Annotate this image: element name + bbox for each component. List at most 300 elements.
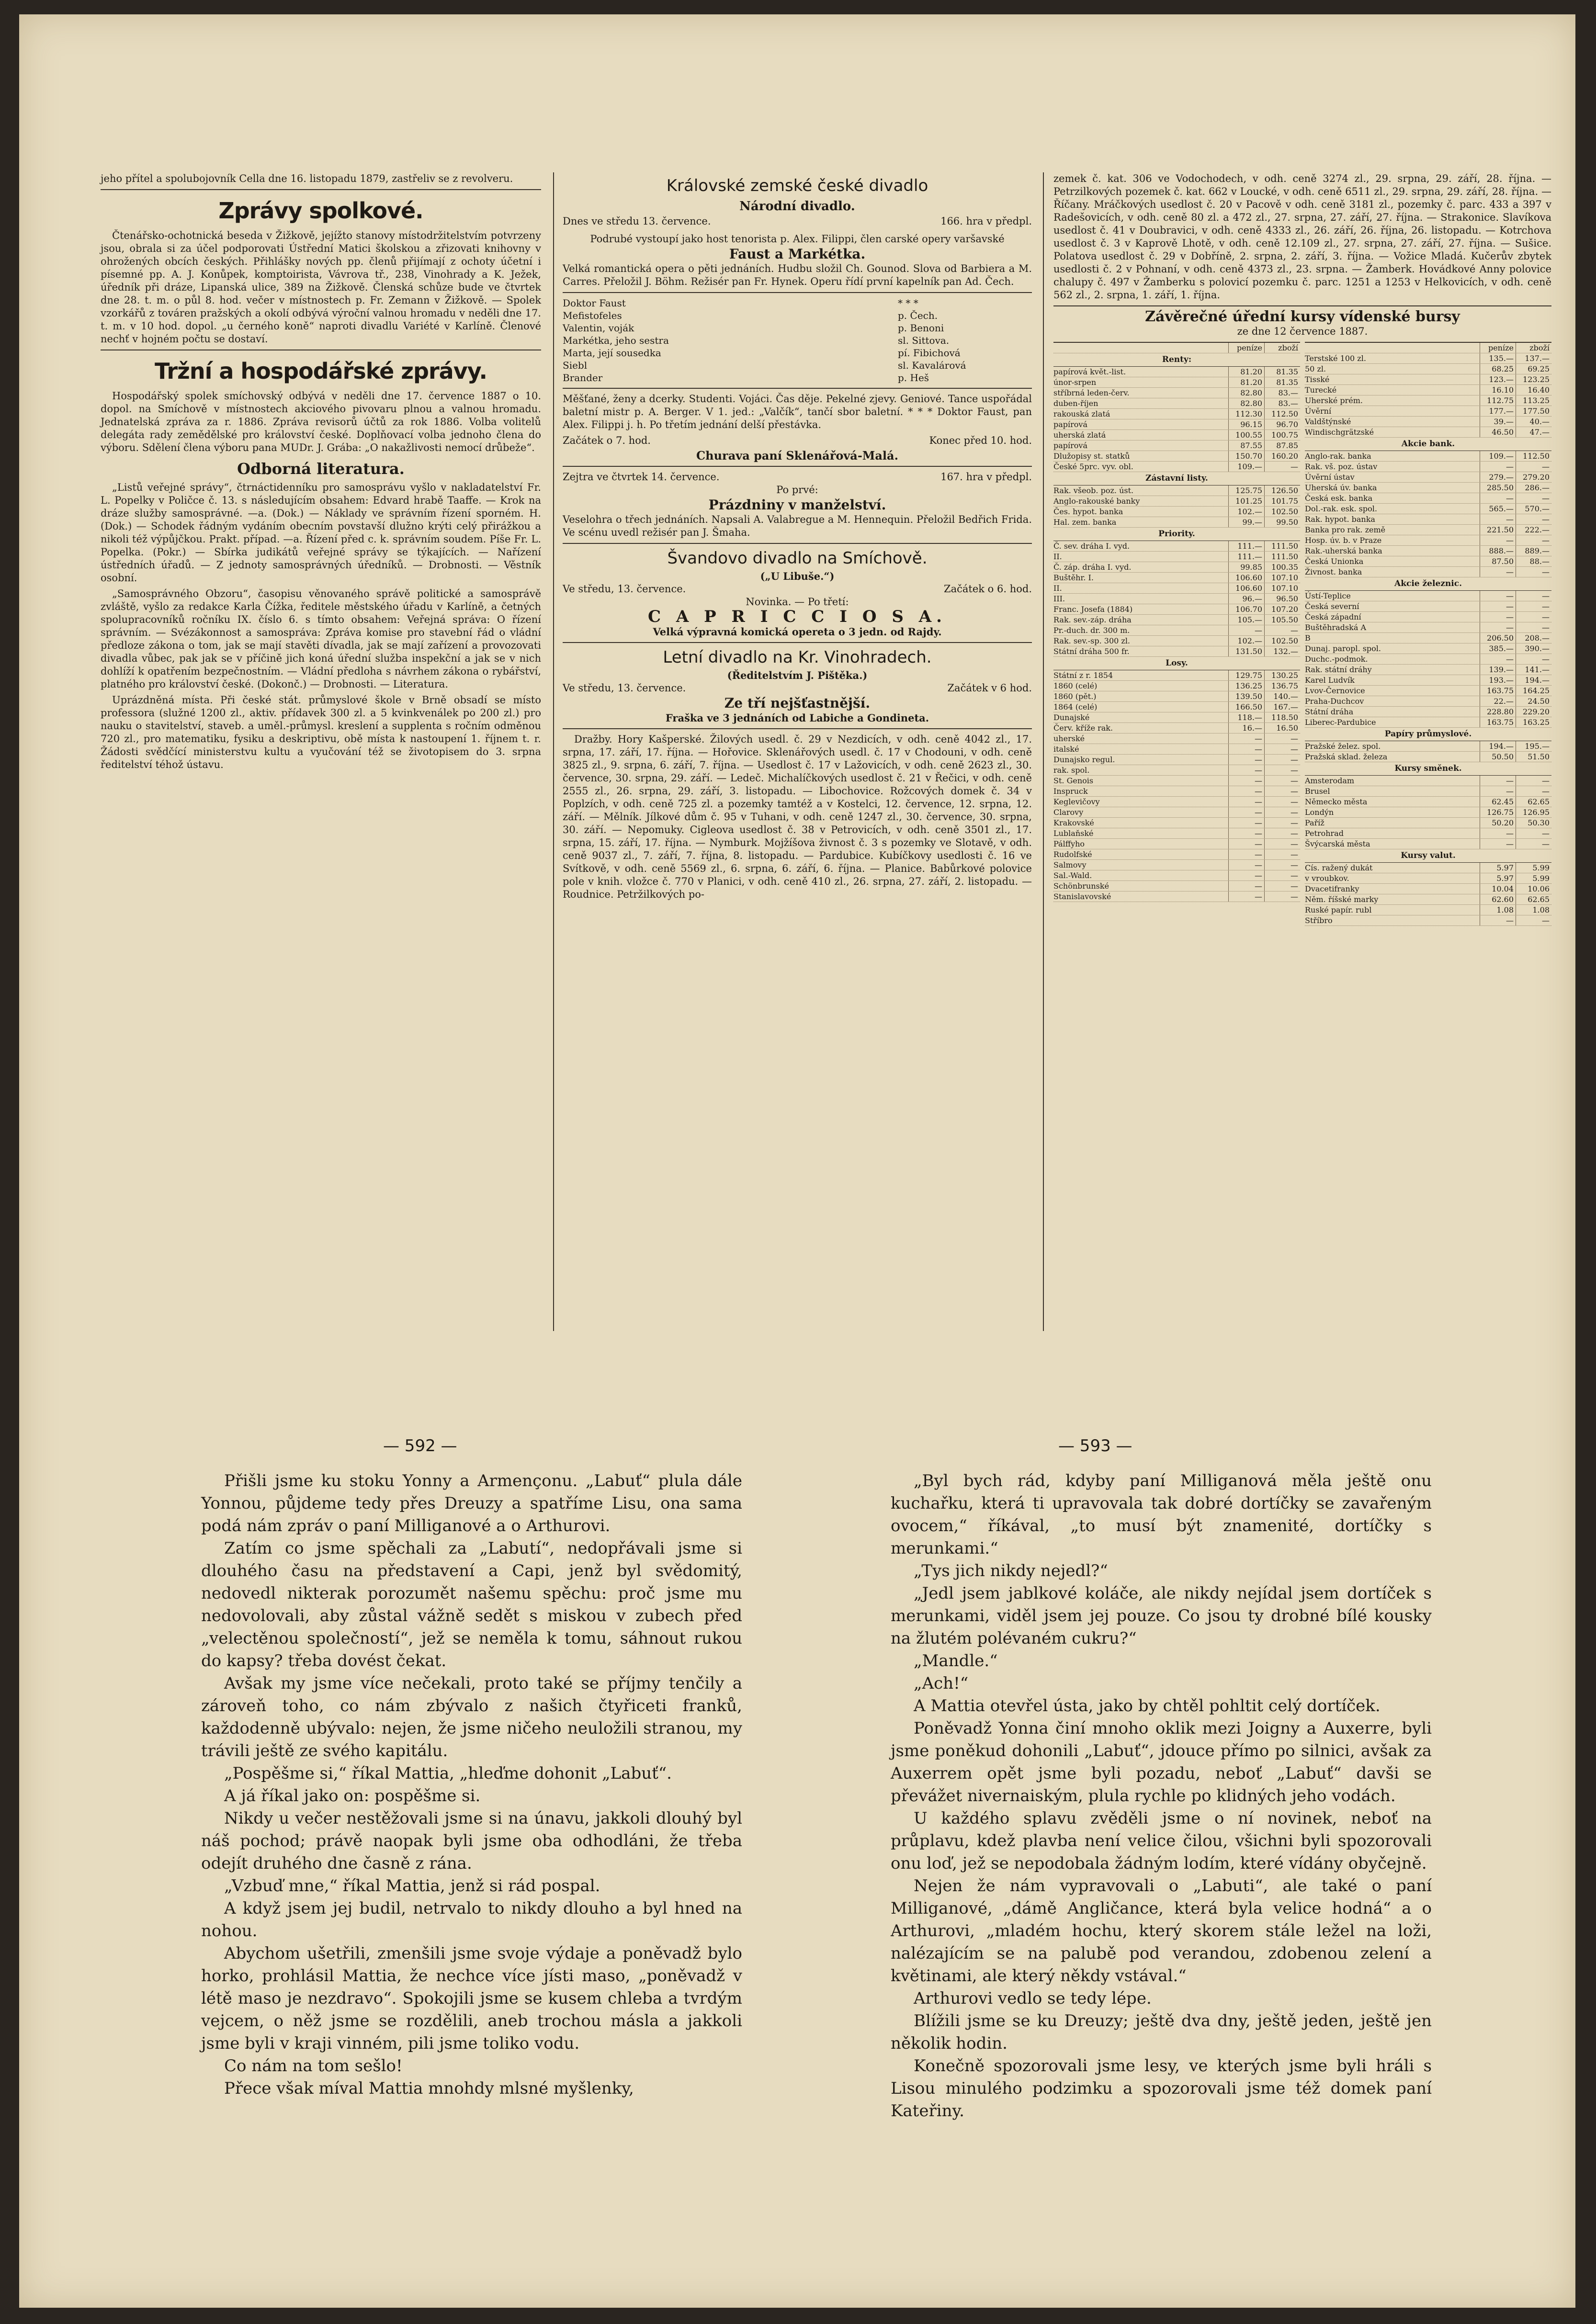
security-name: papírová xyxy=(1053,441,1087,450)
bourse-row xyxy=(1053,625,1300,636)
security-name: Terstské 100 zl. xyxy=(1305,354,1366,363)
price-goods: 167.— xyxy=(1264,702,1300,712)
actor: sl. Kavalárová xyxy=(898,360,966,371)
bourse-row xyxy=(1305,374,1551,385)
price-money: 81.20 xyxy=(1228,377,1264,387)
price-goods: — xyxy=(1264,765,1300,775)
bourse-row xyxy=(1305,873,1551,884)
security-name: 1860 (pět.) xyxy=(1053,692,1097,701)
security-name: Česká severní xyxy=(1305,602,1359,611)
novel-right-page xyxy=(891,1470,1432,2122)
price-money: 81.20 xyxy=(1228,367,1264,377)
price-money: — xyxy=(1228,849,1264,859)
paragraph: „Byl bych rád, kdyby paní Milliganová měla ještě onu kuchařku, která ti upravovala tak dobré dortíčky se zavařeným ovocem,“ říkával, „to musí být znamenité, dortíčky s merunkami.“ xyxy=(891,1471,1432,1558)
price-goods: 96.50 xyxy=(1264,594,1300,604)
security-name: Něm. říšské marky xyxy=(1305,895,1379,904)
bourse-row xyxy=(1305,696,1551,707)
price-money: 87.50 xyxy=(1480,556,1516,566)
col-header: peníze xyxy=(1480,343,1516,353)
bourse-row xyxy=(1053,541,1300,552)
bourse-row xyxy=(1305,786,1551,797)
paragraph: „Tys jich nikdy nejedl?“ xyxy=(914,1561,1108,1580)
po-prve: Po prvé: xyxy=(776,484,818,496)
price-goods: 195.— xyxy=(1516,741,1551,751)
price-goods: 24.50 xyxy=(1516,696,1551,706)
security-name: Ústí-Teplice xyxy=(1305,591,1351,600)
security-name: Pražská sklad. železa xyxy=(1305,752,1388,761)
paragraph: Arthurovi vedlo se tedy lépe. xyxy=(914,1989,1152,2008)
bourse-row xyxy=(1305,828,1551,839)
play3-desc: Velká výpravná komická opereta o 3 jedn. od Rajdy. xyxy=(653,626,942,638)
letni-line xyxy=(563,682,1032,695)
price-money: 16.10 xyxy=(1480,385,1516,395)
security-name: Uherská úv. banka xyxy=(1305,483,1377,492)
bourse-row xyxy=(1053,409,1300,419)
security-name: Buštěhr. I. xyxy=(1053,573,1094,582)
price-money: — xyxy=(1228,828,1264,838)
bourse-row xyxy=(1305,472,1551,483)
svandovo-sub: („U Libuše.“) xyxy=(760,570,835,582)
bourse-table xyxy=(1053,342,1551,926)
price-money: 136.25 xyxy=(1228,681,1264,691)
security-name: B xyxy=(1305,633,1311,643)
price-money: 101.25 xyxy=(1228,496,1264,506)
column-rule xyxy=(1043,172,1044,1331)
price-money: 106.70 xyxy=(1228,604,1264,614)
bourse-row xyxy=(1305,546,1551,556)
bourse-right xyxy=(1305,342,1551,926)
bourse-section-heading: Akcie bank. xyxy=(1305,438,1551,451)
price-goods: 88.— xyxy=(1516,556,1551,566)
security-name: únor-srpen xyxy=(1053,378,1097,387)
security-name: Dol.-rak. esk. spol. xyxy=(1305,504,1377,513)
price-money: 193.— xyxy=(1480,675,1516,685)
price-goods: — xyxy=(1516,567,1551,577)
price-goods: 279.20 xyxy=(1516,472,1551,482)
bourse-row xyxy=(1305,776,1551,786)
bourse-row xyxy=(1053,765,1300,776)
price-money: 139.— xyxy=(1480,665,1516,675)
heading-zemske: Královské zemské české divadlo xyxy=(666,176,928,195)
bourse-row xyxy=(1053,462,1300,472)
bourse-row xyxy=(1053,797,1300,807)
security-name: 50 zl. xyxy=(1305,364,1326,373)
divider xyxy=(101,189,541,190)
price-goods: 208.— xyxy=(1516,633,1551,643)
security-name: Sal.-Wald. xyxy=(1053,871,1092,880)
security-name: Buštěhradská A xyxy=(1305,623,1366,632)
bourse-row xyxy=(1305,385,1551,395)
price-money: — xyxy=(1480,462,1516,472)
security-name: Inspruck xyxy=(1053,787,1088,796)
actor: p. Benoni xyxy=(898,322,944,334)
price-money: 50.20 xyxy=(1480,818,1516,828)
paragraph: Nikdy u večer nestěžovali jsme si na únavu, jakkoli dlouhý byl náš pochod; právě naopak byli jsme oba odhodláni, že třeba odejít druhého dne časně z rána. xyxy=(201,1809,742,1873)
security-name: Lublaňské xyxy=(1053,829,1094,838)
paragraph: Zatím co jsme spěchali za „Labutí“, nedopřávali jsme si dlouhého času na představení a Capi, jenž byl svědomitý, nedovedl nikterak porozumět našemu spěchu: proč jsme mu nedovolovali, aby zůstal vážně sedět s miskou v zubech před „velectěnou společností“, jež se neměla k tomu, sáhnout rukou do kapsy? třeba dovést čekat. xyxy=(201,1539,742,1670)
price-money: — xyxy=(1480,535,1516,545)
price-goods: 889.— xyxy=(1516,546,1551,556)
bourse-row xyxy=(1305,514,1551,525)
price-goods: 130.25 xyxy=(1264,670,1300,680)
bourse-row xyxy=(1305,654,1551,665)
bourse-row xyxy=(1305,535,1551,546)
security-name: Brusel xyxy=(1305,787,1330,796)
bourse-row xyxy=(1053,615,1300,625)
price-goods: — xyxy=(1264,891,1300,902)
security-name: v vroubkov. xyxy=(1305,874,1349,883)
bourse-row xyxy=(1053,573,1300,583)
price-goods: — xyxy=(1264,807,1300,817)
play1-next: Churava paní Sklenářová-Malá. xyxy=(696,449,898,463)
divider xyxy=(563,292,1032,293)
page-number-left: — 592 — xyxy=(383,1436,457,1455)
price-goods: — xyxy=(1516,514,1551,524)
drazby-continued: zemek č. kat. 306 ve Vodochodech, v odh. ceně 3274 zl., 29. srpna, 29. září, 28. října. — Petrzilkových pozemek č. kat. 662 v Loucké, v odh. ceně 6511 zl., 29. srpna, 29. září, 28. října. — Říčany. Mráčkových usedlost č. 20 v Pacově v odh. ceně 3181 zl., pozemky č. parc. 433 a 397 v Radešovicích, v odh. ceně 80 zl. a 472 zl., 27. srpna, 27. září, 27. října. — Strakonice. Slavíkova usedlost č. 41 v Doubravici, v odh. ceně 4333 zl., 26. září, 26. října, 26. listopadu. — Kotrchova usedlost č. 3 v Kaprově Lhotě, v odh. ceně 12.109 zl., 27. srpna, 27. září, 27. října. — Sušice. Polatova usedlost č. 29 v Dobříně, 2. srpna, 2. září, 3. října. — Vožice Mladá. Kučerův zbytek usedlosti č. 2 v Pohnaní, v odh. ceně 4373 zl., 23. srpna. — Žamberk. Hovádkové Anny polovice chalupy č. 497 v Žamberku s polovicí pozemku č. parc. 1251 a 1253 v Helkovicích, v odh. ceně 562 zl., 2. srpna, 1. září, 1. října. xyxy=(1053,173,1551,301)
date: Zejtra ve čtvrtek 14. července. xyxy=(563,471,720,483)
price-money: — xyxy=(1228,765,1264,775)
security-name: papírová xyxy=(1053,420,1087,429)
play2-title: Prázdniny v manželství. xyxy=(708,497,886,513)
end-time: Konec před 10. hod. xyxy=(929,435,1032,446)
divider xyxy=(563,388,1032,389)
bourse-row xyxy=(1053,377,1300,388)
price-goods: 140.— xyxy=(1264,691,1300,701)
price-money: — xyxy=(1228,860,1264,870)
price-money: 285.50 xyxy=(1480,483,1516,493)
actor: * * * xyxy=(898,297,918,309)
price-money: 5.97 xyxy=(1480,863,1516,873)
security-name: III. xyxy=(1053,594,1065,603)
price-goods: 107.20 xyxy=(1264,604,1300,614)
price-goods: 107.10 xyxy=(1264,583,1300,593)
security-name: Rudolfské xyxy=(1053,850,1092,859)
price-money: — xyxy=(1480,567,1516,577)
security-name: Státní z r. 1854 xyxy=(1053,671,1113,680)
security-name: Červ. kříže rak. xyxy=(1053,723,1113,733)
price-goods: — xyxy=(1516,591,1551,601)
security-name: Živnost. banka xyxy=(1305,567,1362,576)
bourse-row xyxy=(1053,670,1300,681)
price-money: 82.80 xyxy=(1228,398,1264,408)
bourse-header xyxy=(1053,343,1300,353)
paragraph: A když jsem jej budil, netrvalo to nikdy dlouho a byl hned na nohou. xyxy=(201,1899,742,1940)
bourse-section-heading: Akcie železnic. xyxy=(1305,577,1551,591)
price-goods: 126.95 xyxy=(1516,807,1551,817)
bourse-left xyxy=(1053,342,1300,926)
price-money: — xyxy=(1228,625,1264,635)
price-money: 228.80 xyxy=(1480,707,1516,717)
actor: p. Čech. xyxy=(898,310,938,321)
bourse-row xyxy=(1305,633,1551,643)
price-money: 102.— xyxy=(1228,507,1264,517)
price-money: 139.50 xyxy=(1228,691,1264,701)
price-money: 62.45 xyxy=(1480,797,1516,807)
price-money: — xyxy=(1228,881,1264,891)
price-money: 5.97 xyxy=(1480,873,1516,883)
price-money: 87.55 xyxy=(1228,440,1264,451)
security-name: Čes. hypot. banka xyxy=(1053,507,1123,516)
price-goods: 96.70 xyxy=(1264,419,1300,429)
bourse-row xyxy=(1305,483,1551,493)
bourse-row xyxy=(1053,691,1300,702)
paragraph: Co nám na tom sešlo! xyxy=(224,2056,403,2076)
security-name: Rak. všeob. poz. úst. xyxy=(1053,486,1134,495)
price-money: — xyxy=(1228,786,1264,796)
price-goods: 118.50 xyxy=(1264,712,1300,722)
date: Ve středu, 13. července. xyxy=(563,583,686,595)
security-name: Rak. státní dráhy xyxy=(1305,665,1372,674)
intro-text: jeho přítel a spolubojovník Cella dne 16. listopadu 1879, zastřeliv se z revolveru. xyxy=(101,173,513,184)
price-goods: 83.— xyxy=(1264,398,1300,408)
price-money: 82.80 xyxy=(1228,388,1264,398)
security-name: Úvěrní ústav xyxy=(1305,473,1355,482)
price-goods: 62.65 xyxy=(1516,894,1551,904)
price-money: 46.50 xyxy=(1480,427,1516,437)
bourse-section-heading: Renty: xyxy=(1053,353,1300,367)
price-goods: 111.50 xyxy=(1264,552,1300,562)
paragraph: „Vzbuď mne,“ říkal Mattia, jenž si rád pospal. xyxy=(224,1876,600,1895)
actor: sl. Sittova. xyxy=(898,335,950,346)
price-money: 206.50 xyxy=(1480,633,1516,643)
security-name: Rak. hypot. banka xyxy=(1305,515,1375,524)
security-name: Anglo-rakouské banky xyxy=(1053,496,1140,506)
security-name: Rak. sev.-sp. 300 zl. xyxy=(1053,636,1131,645)
price-goods: 100.75 xyxy=(1264,430,1300,440)
price-money: 96.— xyxy=(1228,594,1264,604)
price-goods: 132.— xyxy=(1264,646,1300,656)
cast-row xyxy=(563,372,1032,384)
security-name: Praha-Duchcov xyxy=(1305,697,1364,706)
price-money: — xyxy=(1228,744,1264,754)
security-name: Dunaj. paropl. spol. xyxy=(1305,644,1381,653)
article-ctenarsko: Čtenářsko-ochotnická beseda v Žižkově, jejížto stanovy místodržitelstvím potvrzeny jsou, obrala si za účel podporovati Ústřední Matici školskou a zřizovati knihovny v ohrožených obcích českých. Přihlášky nových pp. členů přijímají z ochoty účetní i písemné pp. A. J. Konůpek, komptoirista, Vávrova tř., 238, Vinohrady a K. Ježek, úředník při dráze, Lipanská ulice, 389 na Žižkově. Členská schůze bude ve čtvrtek dne 28. t. m. o půl 8. hod. večer v místnostech p. Fr. Zemann v Žižkově. — Spolek vzorkářů z továren pražských a okolí odbývá výroční valnou hromadu v neděli dne 17. t. m. v 10 hod. dopol. „u černého koně“ naproti divadlu Variété v Karlíně. Členové nechť v hojném počtu se dostaví. xyxy=(101,230,541,345)
price-money: 111.— xyxy=(1228,552,1264,562)
bourse-row xyxy=(1053,440,1300,451)
security-name: Pr.-duch. dr. 300 m. xyxy=(1053,626,1130,635)
price-goods: 50.30 xyxy=(1516,818,1551,828)
col-header: zboží xyxy=(1516,343,1551,353)
page-number-right: — 593 — xyxy=(1058,1436,1132,1455)
price-money: 102.— xyxy=(1228,636,1264,646)
price-money: 112.75 xyxy=(1480,395,1516,406)
price-money: — xyxy=(1228,776,1264,786)
heading-spolkove: Zprávy spolkové. xyxy=(218,198,423,224)
price-money: — xyxy=(1228,797,1264,807)
bourse-row xyxy=(1053,723,1300,733)
price-goods: 62.65 xyxy=(1516,797,1551,807)
col-header: zboží xyxy=(1264,343,1300,353)
price-goods: 105.50 xyxy=(1264,615,1300,625)
price-goods: — xyxy=(1264,776,1300,786)
price-money: 109.— xyxy=(1480,451,1516,461)
price-goods: 47.— xyxy=(1516,427,1551,437)
bourse-row xyxy=(1305,612,1551,622)
price-money: — xyxy=(1480,786,1516,796)
price-money: 177.— xyxy=(1480,406,1516,416)
article-listu: „Listů veřejné správy“, čtrnáctidenníku pro samosprávu vyšlo v nakladatelství Fr. L. Popelky v Poličce č. 13. s následujícím obsahem: Edvard hrabě Taaffe. — Krok na dráze služby samosprávné. —a. (Dok.) — Náklady ve správním řízení sporném. H. (Dok.) — Schodek řádným vydáním obecním povstavší dlužno krýti celý přirážkou a nikoli též výpůjčkou. Prakt. případ. —a. Řízení před c. k. správním soudem. Píše Fr. L. Popelka. (Pokr.) — Sbírka judikátů veřejné správy se týkajících. — Nařízení ústředních úřadů. — Z jednoty samosprávných úředníků. — Drobnosti. — Věstník osobní. xyxy=(101,482,541,584)
bourse-row xyxy=(1305,905,1551,915)
bourse-row xyxy=(1305,504,1551,514)
paragraph: A Mattia otevřel ústa, jako by chtěl pohltit celý dortíček. xyxy=(914,1696,1381,1715)
article-obzor: „Samosprávného Obzoru“, časopisu věnovaného správě politické a samosprávě zvláště, vyšlo za redakce Karla Čížka, ředitele městského úřadu v Karlíně, a četných spolupracovníků ročníku IX. číslo 6. s tímto obsahem: Veřejná správa: O řízení správním. — Svézákonnost a samospráva: Zpráva komise pro stavební řád o vládní předloze zákona o tom, jak se mají stavěti dívadla, jak se mají zařízení a provozovati divadla vůbec, pak jak se v příčině jich koná úřední služba inspekční a jak se v nich dohlíží k opatřením bezpečnostním. — Vládní předloha s návrhem zákona o rybářství, platného pro království české. (Dokonč.) — Drobnosti. — Literatura. xyxy=(101,588,541,690)
price-goods: 5.99 xyxy=(1516,873,1551,883)
security-name: Rak.-uherská banka xyxy=(1305,546,1382,555)
bourse-row xyxy=(1305,451,1551,462)
bourse-row xyxy=(1053,496,1300,507)
security-name: Keglevičovy xyxy=(1053,797,1100,806)
divider xyxy=(563,466,1032,467)
article-hospodarsky: Hospodářský spolek smíchovský odbývá v neděli dne 17. července 1887 o 10. dopol. na Smíchově v místnostech akciového pivovaru plnou a valnou hromadu. Jednatelská zpráva za r. 1886. Zpráva revisorů účtů za rok 1886. Volba volitelů delegáta rady zemědělské pro království české. Doplňovací volba jednoho člena do výboru. Sdělení člena výboru pana MUDr. J. Grába: „O nakažlivosti nemocí drůbeže“. xyxy=(101,390,541,453)
role: Brander xyxy=(563,372,603,384)
newspaper-page xyxy=(19,14,1575,2308)
bourse-row xyxy=(1305,818,1551,828)
bourse-row xyxy=(1053,881,1300,891)
play-number: 166. hra v předpl. xyxy=(940,215,1032,227)
price-goods: — xyxy=(1516,622,1551,632)
bourse-row xyxy=(1053,604,1300,615)
price-money: — xyxy=(1480,622,1516,632)
zejtra-line xyxy=(563,471,1032,484)
security-name: Stříbro xyxy=(1305,916,1333,925)
price-goods: 16.40 xyxy=(1516,385,1551,395)
bourse-row xyxy=(1053,733,1300,744)
bourse-row xyxy=(1053,891,1300,902)
security-name: Clarovy xyxy=(1053,808,1084,817)
cast-row xyxy=(563,347,1032,359)
bourse-row xyxy=(1053,562,1300,573)
paragraph: Blížili jsme se ku Dreuzy; ještě dva dny, ještě jeden, ještě jen několik hodin. xyxy=(891,2011,1432,2053)
price-money: 150.70 xyxy=(1228,451,1264,461)
price-goods: 69.25 xyxy=(1516,364,1551,374)
security-name: uherské xyxy=(1053,734,1085,743)
price-money: 111.— xyxy=(1228,541,1264,551)
play1-desc: Velká romantická opera o pěti jednáních. Hudbu složil Ch. Gounod. Slova od Barbiera a M. Carres. Přeložil J. Böhm. Režisér pan Fr. Hynek. Operu řídí první kapelník pan Ad. Čech. xyxy=(563,263,1032,287)
price-money: 135.— xyxy=(1480,353,1516,363)
security-name: Německo města xyxy=(1305,797,1368,806)
price-money: 99.— xyxy=(1228,517,1264,527)
novel-left-page xyxy=(201,1470,742,2100)
price-money: 118.— xyxy=(1228,712,1264,722)
price-money: 279.— xyxy=(1480,472,1516,482)
bourse-row xyxy=(1305,493,1551,504)
bourse-row xyxy=(1305,427,1551,438)
bourse-row xyxy=(1053,755,1300,765)
start-time: Začátek o 6. hod. xyxy=(944,583,1032,595)
price-goods: 126.50 xyxy=(1264,485,1300,496)
price-goods: — xyxy=(1516,839,1551,849)
paragraph: Avšak my jsme více nečekali, proto také se příjmy tenčily a zároveň toho, co nám zbývalo z našich čtyřiceti franků, každodenně ubývalo: nejen, že jsme ničeho neuložili stranou, my trávili ještě ze svého kapitálu. xyxy=(201,1674,742,1760)
bourse-row xyxy=(1305,839,1551,849)
security-name: Londýn xyxy=(1305,808,1334,817)
security-name: Státní dráha 500 fr. xyxy=(1053,647,1130,656)
bourse-row xyxy=(1305,863,1551,873)
bourse-row xyxy=(1053,636,1300,646)
security-name: Salmovy xyxy=(1053,860,1087,869)
price-money: 163.75 xyxy=(1480,717,1516,727)
bourse-header xyxy=(1305,343,1551,353)
price-money: 106.60 xyxy=(1228,573,1264,583)
paragraph: Abychom ušetřili, zmenšili jsme svoje výdaje a poněvadž bylo horko, prohlásil Mattia, že nechce více jísti maso, „poněvadž v létě maso je nezdravo“. Spokojili jsme se kusem chleba a tvrdým vejcem, o něž jsme se rozdělili, aneb trochou másla a jakkoli jsme byli v kraji vinném, pili jsme toliko vodu. xyxy=(201,1944,742,2053)
letni-sub: (Ředitelstvím J. Pištěka.) xyxy=(727,669,868,681)
price-money: 96.15 xyxy=(1228,419,1264,429)
price-goods: — xyxy=(1516,654,1551,664)
bourse-row xyxy=(1305,894,1551,905)
security-name: uherská zlatá xyxy=(1053,430,1106,440)
security-name: Rak. sev.-záp. dráha xyxy=(1053,615,1132,624)
security-name: Uherské prém. xyxy=(1305,396,1363,405)
security-name: Lvov-Černovice xyxy=(1305,686,1365,695)
bourse-row xyxy=(1053,744,1300,755)
security-name: 1864 (celé) xyxy=(1053,702,1098,711)
price-goods: 177.50 xyxy=(1516,406,1551,416)
bourse-row xyxy=(1305,707,1551,717)
bourse-row xyxy=(1053,712,1300,723)
price-money: 166.50 xyxy=(1228,702,1264,712)
start-time: Začátek o 7. hod. xyxy=(563,435,651,446)
security-name: Cís. ražený dukát xyxy=(1305,863,1373,872)
paragraph: Konečně spozorovali jsme lesy, ve kterých jsme byli hráli s Lisou minulého podzimku a spozorovali jsme též domek paní Kateřiny. xyxy=(891,2056,1432,2121)
price-money: 99.85 xyxy=(1228,562,1264,572)
bourse-row xyxy=(1305,884,1551,894)
bourse-row xyxy=(1305,591,1551,601)
security-name: Česká esk. banka xyxy=(1305,494,1373,503)
price-money: 62.60 xyxy=(1480,894,1516,904)
price-goods: 112.50 xyxy=(1516,451,1551,461)
price-goods: — xyxy=(1516,535,1551,545)
price-money: 123.— xyxy=(1480,374,1516,384)
price-money: 112.30 xyxy=(1228,409,1264,419)
bourse-row xyxy=(1053,451,1300,462)
bourse-row xyxy=(1305,525,1551,535)
bourse-row xyxy=(1305,717,1551,728)
price-money: — xyxy=(1480,776,1516,786)
price-goods: — xyxy=(1264,870,1300,880)
security-name: papírová květ.-list. xyxy=(1053,367,1126,376)
security-name: Dunajské xyxy=(1053,713,1090,722)
play-number: 167. hra v předpl. xyxy=(940,471,1032,483)
bourse-row xyxy=(1053,870,1300,881)
role: Doktor Faust xyxy=(563,297,626,309)
bourse-row xyxy=(1305,915,1551,926)
price-goods: 390.— xyxy=(1516,643,1551,654)
heading-letni: Letní divadlo na Kr. Vinohradech. xyxy=(663,648,932,667)
bourse-row xyxy=(1305,686,1551,696)
price-goods: 286.— xyxy=(1516,483,1551,493)
paragraph: A já říkal jako on: pospěšme si. xyxy=(224,1786,481,1805)
price-goods: 164.25 xyxy=(1516,686,1551,696)
bourse-row xyxy=(1053,419,1300,430)
price-goods: — xyxy=(1516,612,1551,622)
bourse-row xyxy=(1053,594,1300,604)
bourse-row xyxy=(1053,583,1300,594)
security-name: Pálffyho xyxy=(1053,839,1085,848)
price-money: — xyxy=(1480,915,1516,925)
col-header: peníze xyxy=(1228,343,1264,353)
price-goods: 83.— xyxy=(1264,388,1300,398)
security-name: rakouská zlatá xyxy=(1053,409,1110,418)
security-name: Liberec-Pardubice xyxy=(1305,718,1376,727)
security-name: Dvacetifranky xyxy=(1305,884,1359,893)
bourse-row xyxy=(1053,776,1300,786)
price-goods: 229.20 xyxy=(1516,707,1551,717)
bourse-section-heading: Kursy směnek. xyxy=(1305,762,1551,776)
price-money: — xyxy=(1480,612,1516,622)
security-name: Č. záp. dráha I. vyd. xyxy=(1053,563,1132,572)
bourse-row xyxy=(1053,430,1300,440)
price-goods: — xyxy=(1264,818,1300,828)
price-money: — xyxy=(1480,591,1516,601)
